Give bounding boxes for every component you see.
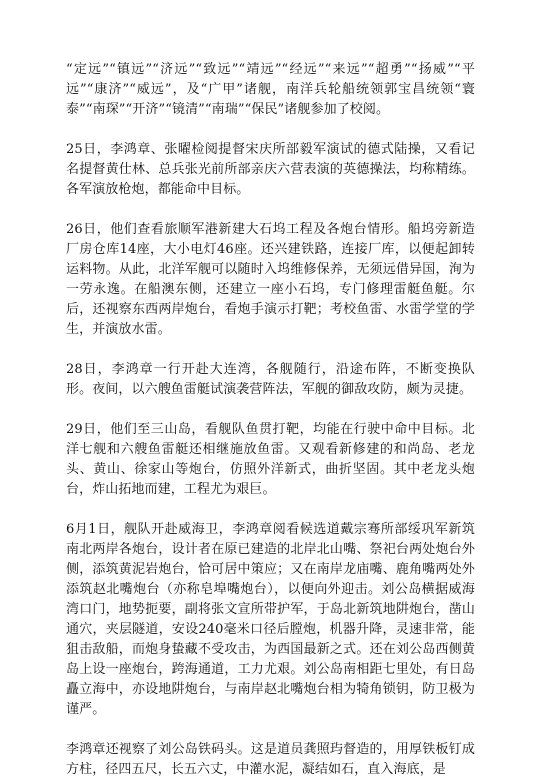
paragraph-june-1: 6月1日，舰队开赴威海卫，李鸿章阅看候选道戴宗骞所部绥巩军新筑南北两岸各炮台，设计者在原已建造的北岸北山嘴、祭祀台两处炮台外侧，添筑黄泥岩炮台，恰可居中策应；又在南岸龙庙嘴、鹿角嘴两处外添筑赵北嘴炮台（亦称皂埠嘴炮台），以便向外迎击。刘公岛横据威海湾口门，地势扼要，副将张文宣所带护军，于岛北新筑地阱炮台，凿山通穴，夹层隧道，安设240毫米口径后膛炮，机器升降，灵速非常，能狙击敌船，而炮身蛰藏不受攻击，为西国最新之式。还在刘公岛西侧黄岛上设一座炮台，跨海通道，工力尤艰。刘公岛南相距七里处，有日岛矗立海中，亦设地阱炮台，与南岸赵北嘴炮台相为犄角锁钥，防卫极为谨严。: [66, 522, 475, 717]
paragraph-iron-pier: 李鸿章还视察了刘公岛铁码头。这是道员龚照玙督造的，用厚铁板钉成方柱，径四五尺，长五六丈，中灌水泥，凝结如石，直入海底，是: [66, 742, 475, 777]
paragraph-day-29: 29日，他们至三山岛，看舰队鱼贯打靶，均能在行驶中命中目标。北洋七舰和六艘鱼雷艇还相继施放鱼雷。又观看新修建的和尚岛、老龙头、黄山、徐家山等炮台，仿照外洋新式，曲折坚固。其中老龙头炮台，炸山拓地而建，工程尤为艰巨。: [66, 422, 475, 497]
document-page: [66, 60, 475, 780]
paragraph-day-25: 25日，李鸿章、张曜检阅提督宋庆所部毅军演试的德式陆操，又看记名提督黄仕林、总兵张光前所部亲庆六营表演的英德操法，均称精练。各军演放枪炮，都能命中目标。: [66, 142, 475, 197]
paragraph-day-28: 28日，李鸿章一行开赴大连湾，各舰随行，沿途布阵，不断变换队形。夜间，以六艘鱼雷艇试演袭营阵法，军舰的御敌攻防，颇为灵捷。: [66, 362, 475, 397]
paragraph-fleet-list: “定远”“镇远”“济远”“致远”“靖远”“经远”“来远”“超勇”“扬威”“平远”“康济”“威远”，及“广甲”诸舰，南洋兵轮船统领郭宝昌统领“寰泰”“南琛”“开济”“镜清”“南瑞”“保民”诸舰参加了校阅。: [66, 62, 475, 117]
paragraph-day-26: 26日，他们查看旅顺军港新建大石坞工程及各炮台情形。船坞旁新造厂房仓库14座，大小电灯46座。还兴建铁路，连接厂库，以便起卸转运料物。从此，北洋军舰可以随时入坞维修保养，无须远借异国，洵为一劳永逸。在船澳东侧，还建立一座小石坞，专门修理雷艇鱼艇。尔后，还视察东西两岸炮台，看炮手演示打靶；考校鱼雷、水雷学堂的学生，并演放水雷。: [66, 222, 475, 337]
